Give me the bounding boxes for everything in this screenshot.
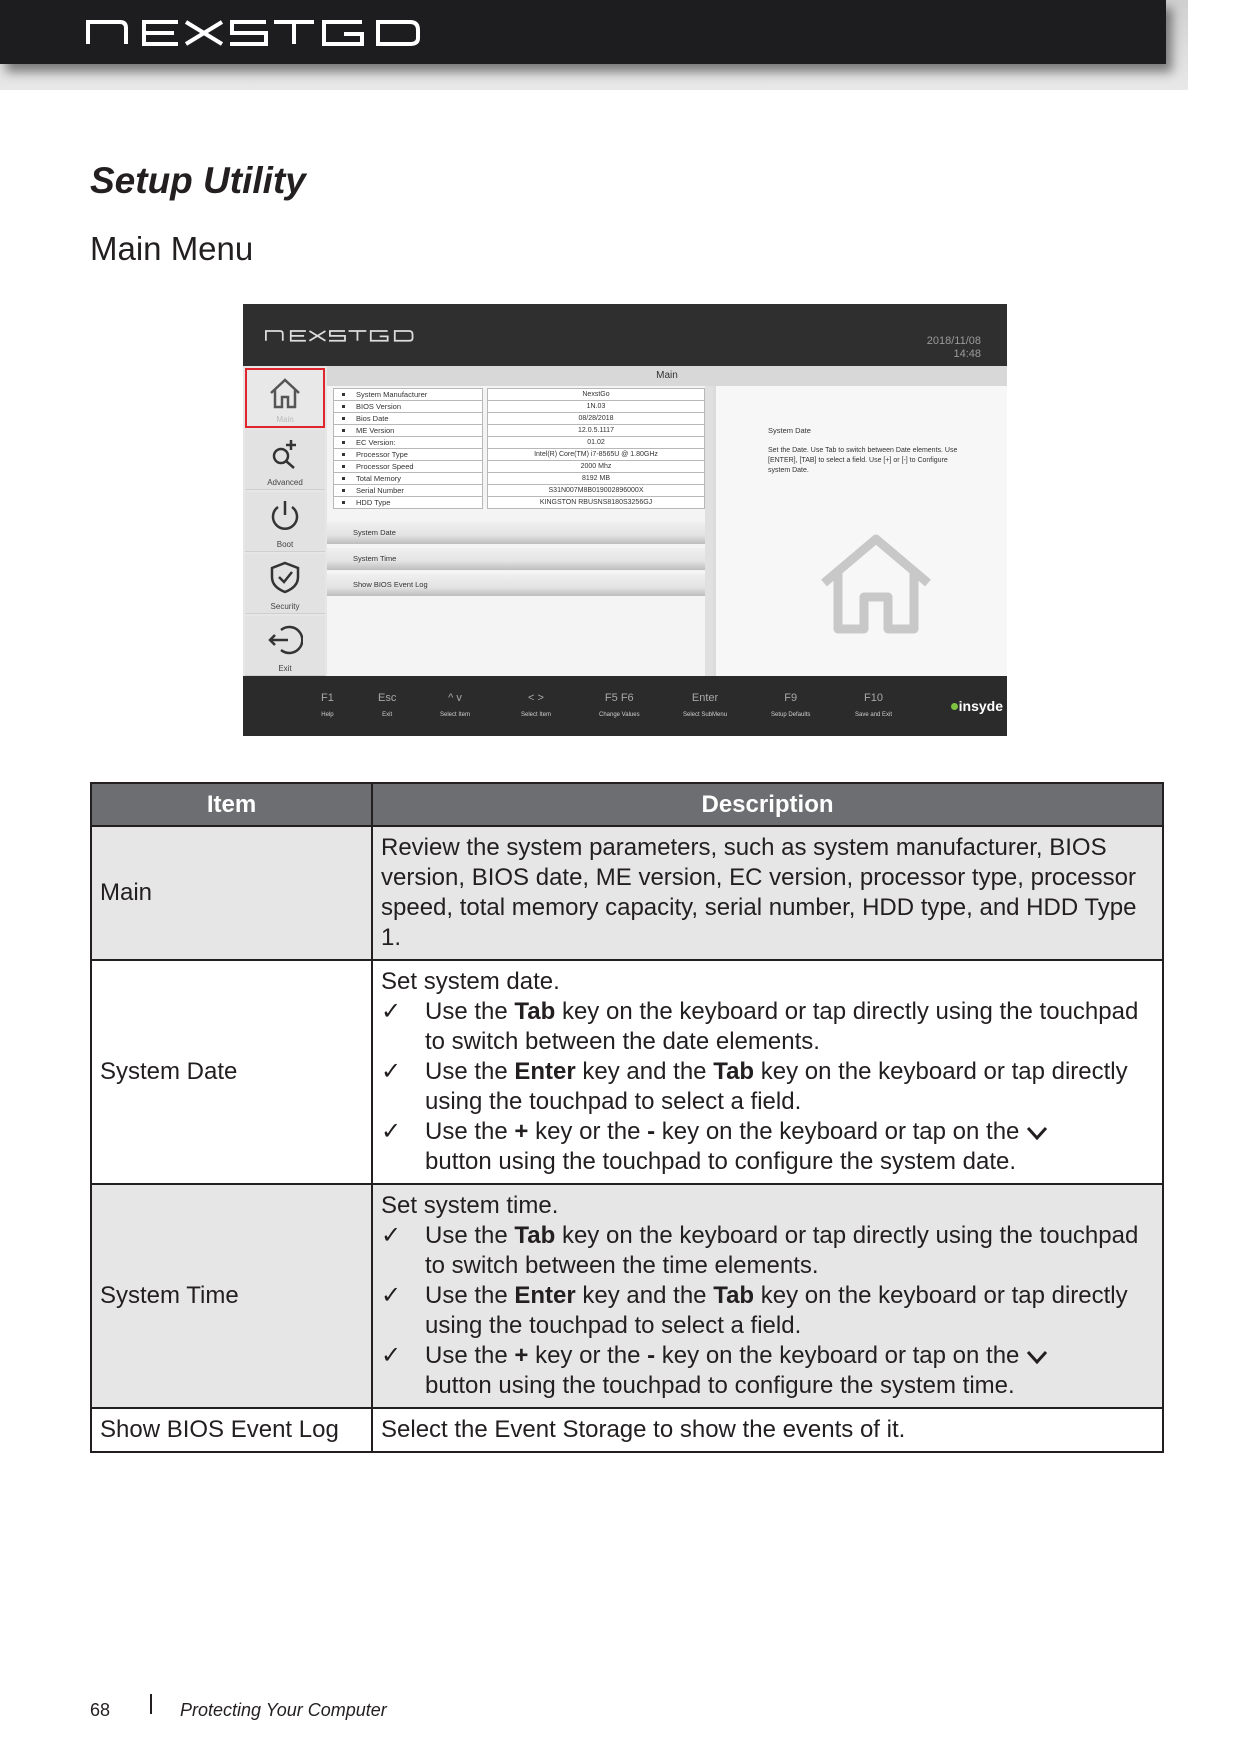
info-key: ME Version [333,424,483,437]
bullet-item: ✓ Use the Tab key on the keyboard or tap directly using the touchpad to switch between the time elements. [381,1222,1139,1279]
info-key: EC Version: [333,436,483,449]
item-description-table [90,782,1164,1453]
key-label: < > [528,692,544,704]
header-item: Item [91,783,372,826]
info-value: S31N007M8B019002896000X [487,484,705,497]
bios-logo [265,328,425,342]
item-cell: Main [91,826,372,960]
info-key: Bios Date [333,412,483,425]
page-title: Setup Utility [90,160,306,201]
key-desc: Help [321,712,334,718]
footer-key-f1[interactable] [321,692,334,718]
bios-help-pane [713,386,1007,676]
key-desc: Select Item [521,712,552,718]
key-label: F9 [784,692,798,704]
info-key: Serial Number [333,484,483,497]
checkmark-icon: ✓ [381,1282,402,1309]
home-icon [267,376,303,410]
item-cell: System Date [91,960,372,1184]
checkmark-icon: ✓ [381,1222,402,1249]
info-row [333,496,705,509]
key-desc: Setup Defaults [771,712,811,718]
checkmark-icon: ✓ [381,998,402,1025]
bios-datetime [927,335,981,361]
description-cell [372,960,1163,1184]
key-desc: Select SubMenu [683,712,728,718]
footer-key-enter[interactable] [683,692,727,718]
sidebar-item-exit[interactable] [245,616,325,676]
bios-sidebar [243,366,327,676]
chevron-down-icon [1026,1350,1048,1364]
key-desc: Exit [382,712,393,718]
table-header-row [91,783,1163,826]
sidebar-label: Exit [278,664,292,673]
search-plus-icon [267,436,303,470]
item-cell: System Time [91,1184,372,1408]
key-desc: Change Values [599,712,640,718]
key-label: Enter [691,692,719,704]
bios-left-pane [327,386,705,676]
info-value: 2000 Mhz [487,460,705,473]
key-desc: Save and Exit [855,712,893,718]
key-desc: Select Item [440,712,471,718]
table-row [91,960,1163,1184]
key-label: F1 [321,692,334,704]
bullet-item: ✓ Use the Tab key on the keyboard or tap directly using the touchpad to switch between the date elements. [381,998,1139,1055]
bios-panel-title: Main [327,366,1007,386]
bios-content [327,366,1007,676]
menu-item-show-bios-event-log[interactable]: Show BIOS Event Log [327,574,705,596]
sidebar-item-security[interactable] [245,554,325,614]
description-intro: Set system time. [381,1192,559,1219]
key-label: ^ v [448,692,462,704]
menu-item-system-date[interactable]: System Date [327,522,705,544]
info-key: Processor Type [333,448,483,461]
header-description: Description [372,783,1163,826]
table-row [91,1184,1163,1408]
nexstgo-logo [86,16,446,46]
page-header [0,0,1166,64]
bios-footer [243,676,1007,736]
info-value: 08/28/2018 [487,412,705,425]
home-icon [816,531,936,635]
help-text: Set the Date. Use Tab to switch between Date elements. Use [ENTER], [TAB] to select a field. Use [+] or [-] to Configure system Date. [768,447,958,474]
info-key: BIOS Version [333,400,483,413]
info-value: 8192 MB [487,472,705,485]
bullet-item: ✓ Use the + key or the - key on the keyboard or tap on the button using the touchpad to configure the system date. [381,1117,1154,1177]
footer-key-leftright[interactable] [521,692,551,718]
info-value: Intel(R) Core(TM) i7-8565U @ 1.80GHz [487,448,705,461]
bios-topbar [243,304,1007,366]
help-title: System Date [768,426,811,435]
info-key: System Manufacturer [333,388,483,401]
info-key: HDD Type [333,496,483,509]
page-number: 68 [90,1700,111,1720]
key-label: F5 F6 [604,692,634,704]
menu-item-system-time[interactable]: System Time [327,548,705,570]
info-value: 12.0.5.1117 [487,424,705,437]
footer-key-f10[interactable] [855,692,892,718]
bullet-item: ✓ Use the Enter key and the Tab key on the keyboard or tap directly using the touchpad to select a field. [381,1058,1128,1115]
item-cell: Show BIOS Event Log [91,1408,372,1452]
table-row [91,826,1163,960]
insyde-logo: insyde [951,698,1003,714]
sidebar-item-advanced[interactable] [245,430,325,490]
section-name: Protecting Your Computer [180,1700,387,1720]
chevron-down-icon [1026,1126,1048,1140]
power-icon [267,498,303,532]
info-value: KINGSTON RBUSNS8180S3256GJ [487,496,705,509]
bios-date: 2018/11/08 [926,335,981,347]
description-intro: Set system date. [381,968,560,995]
info-value: NexstGo [487,388,705,401]
checkmark-icon: ✓ [381,1342,402,1369]
description-cell [372,1184,1163,1408]
sidebar-label: Security [270,602,300,611]
bios-time: 14:48 [953,348,981,360]
sidebar-label: Main [276,415,294,424]
info-key: Processor Speed [333,460,483,473]
bullet-item: ✓ Use the Enter key and the Tab key on the keyboard or tap directly using the touchpad to select a field. [381,1282,1128,1339]
key-label: F10 [864,692,883,704]
sidebar-label: Advanced [267,478,303,487]
key-label: Esc [378,692,397,704]
footer-key-f5-f6[interactable] [599,692,640,718]
table-row [91,1408,1163,1452]
sidebar-item-main[interactable] [245,368,325,428]
description-cell: Review the system parameters, such as system manufacturer, BIOS version, BIOS date, ME version, EC version, processor type, processor speed, total memory capacity, serial number, HDD type, and HDD Type 1. [372,826,1163,960]
footer-divider [150,1694,152,1714]
checkmark-icon: ✓ [381,1058,402,1085]
bullet-item: ✓ Use the + key or the - key on the keyboard or tap on the button using the touchpad to configure the system time. [381,1341,1154,1401]
description-cell: Select the Event Storage to show the events of it. [372,1408,1163,1452]
info-key: Total Memory [333,472,483,485]
sidebar-label: Boot [276,540,294,549]
footer-key-f9[interactable] [771,692,810,718]
sidebar-item-boot[interactable] [245,492,325,552]
info-value: 01.02 [487,436,705,449]
pane-divider [705,386,713,676]
page-subtitle: Main Menu [90,230,254,267]
checkmark-icon: ✓ [381,1118,402,1145]
exit-icon [267,622,303,656]
footer-key-updown[interactable] [440,692,470,718]
footer-key-esc[interactable] [378,692,396,718]
info-value: 1N.03 [487,400,705,413]
shield-check-icon [267,560,303,594]
bios-screenshot [243,304,1007,736]
